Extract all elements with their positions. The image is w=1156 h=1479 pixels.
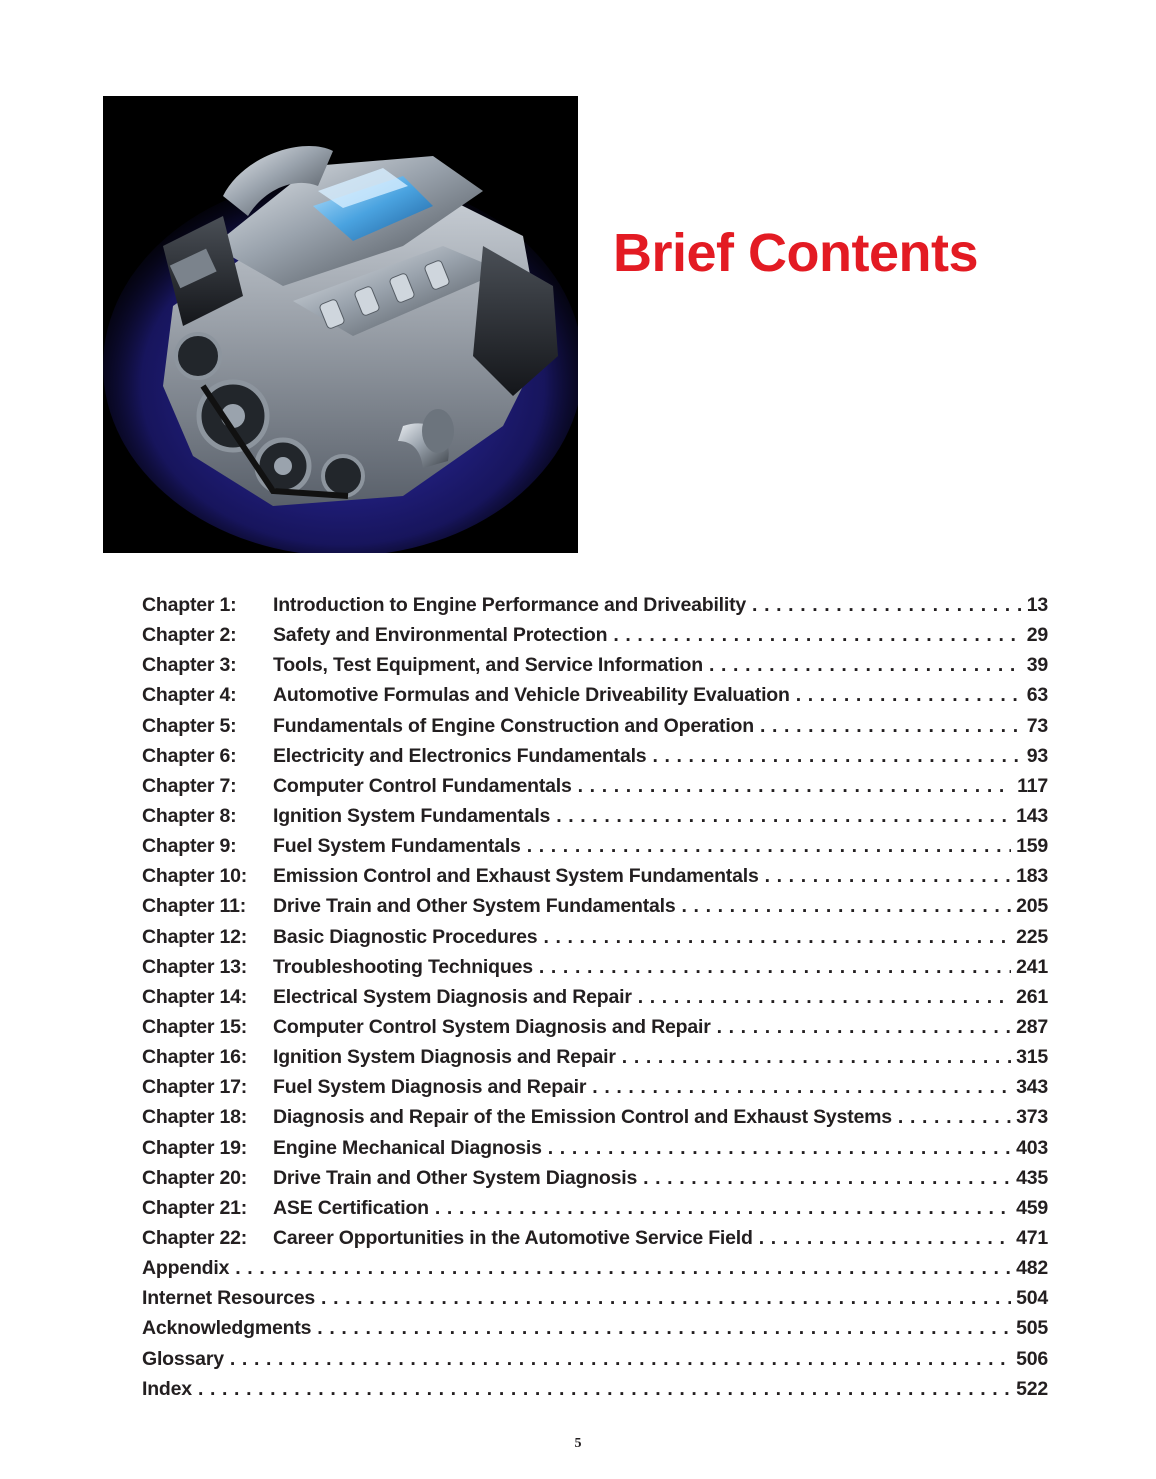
toc-page-number: 435 — [1016, 1166, 1048, 1189]
toc-label: Internet Resources — [142, 1287, 316, 1310]
toc-page-number: 343 — [1016, 1076, 1048, 1099]
toc-title: Emission Control and Exhaust System Fundamentals — [273, 865, 759, 888]
toc-page-number: 261 — [1016, 985, 1048, 1008]
toc-entry[interactable] — [142, 861, 1048, 891]
toc-page-number: 504 — [1016, 1287, 1048, 1310]
toc-label: Chapter 7: — [142, 774, 237, 797]
dot-leader — [638, 982, 1011, 1012]
toc-label: Chapter 17: — [142, 1076, 248, 1099]
toc-entry[interactable] — [142, 771, 1048, 801]
toc-label: Chapter 21: — [142, 1196, 248, 1219]
toc-page-number: 522 — [1016, 1377, 1048, 1400]
toc-page-number: 403 — [1016, 1136, 1048, 1159]
dot-leader — [760, 711, 1022, 741]
toc-label: Chapter 20: — [142, 1166, 248, 1189]
dot-leader — [556, 801, 1011, 831]
toc-entry[interactable] — [142, 1072, 1048, 1102]
toc-entry[interactable] — [142, 711, 1048, 741]
toc-label: Index — [142, 1377, 192, 1400]
toc-label: Chapter 16: — [142, 1046, 248, 1069]
toc-entry[interactable] — [142, 1193, 1048, 1223]
toc-page-number: 93 — [1026, 744, 1048, 767]
dot-leader — [198, 1374, 1011, 1404]
toc-page-number: 183 — [1016, 865, 1048, 888]
toc-title: Ignition System Diagnosis and Repair — [273, 1046, 616, 1069]
toc-title: Ignition System Fundamentals — [273, 804, 551, 827]
dot-leader — [235, 1253, 1011, 1283]
toc-page-number: 482 — [1016, 1257, 1048, 1280]
toc-page-number: 13 — [1026, 594, 1048, 616]
page-number: 5 — [574, 1436, 582, 1451]
toc-label: Chapter 18: — [142, 1106, 248, 1129]
toc-page-number: 205 — [1016, 895, 1048, 918]
toc-entry[interactable] — [142, 620, 1048, 650]
toc-entry[interactable] — [142, 982, 1048, 1012]
dot-leader — [321, 1283, 1011, 1313]
toc-title: Tools, Test Equipment, and Service Information — [273, 654, 703, 677]
toc-label: Chapter 14: — [142, 985, 248, 1008]
toc-entry[interactable] — [142, 801, 1048, 831]
toc-label: Chapter 9: — [142, 835, 237, 858]
toc-title: Engine Mechanical Diagnosis — [273, 1136, 542, 1159]
toc-page-number: 459 — [1016, 1196, 1048, 1219]
toc-title: Basic Diagnostic Procedures — [273, 925, 538, 948]
toc-page-number: 39 — [1026, 654, 1048, 677]
toc-title: Drive Train and Other System Diagnosis — [273, 1166, 638, 1189]
page-title: Brief Contents — [613, 223, 979, 283]
dot-leader — [759, 1223, 1011, 1253]
toc-title: Electrical System Diagnosis and Repair — [273, 985, 632, 1008]
toc-label: Glossary — [142, 1347, 224, 1370]
toc-title: Fundamentals of Engine Construction and Operation — [273, 714, 754, 737]
toc-page-number: 29 — [1026, 624, 1048, 647]
dot-leader — [709, 650, 1022, 680]
toc-entry[interactable] — [142, 680, 1048, 710]
dot-leader — [317, 1313, 1011, 1343]
toc-label: Chapter 6: — [142, 744, 237, 767]
toc-title: Fuel System Fundamentals — [273, 835, 521, 858]
toc-entry[interactable] — [142, 922, 1048, 952]
toc-title: Diagnosis and Repair of the Emission Control and Exhaust Systems — [273, 1106, 892, 1129]
toc-title: Career Opportunities in the Automotive Service Field — [273, 1226, 753, 1249]
toc-page-number: 471 — [1016, 1226, 1048, 1249]
toc-title: ASE Certification — [273, 1196, 429, 1219]
toc-label: Chapter 4: — [142, 684, 237, 707]
toc-label: Chapter 5: — [142, 714, 237, 737]
toc-label: Appendix — [142, 1257, 230, 1280]
toc-label: Chapter 3: — [142, 654, 237, 677]
engine-illustration — [103, 96, 578, 553]
toc-label: Chapter 22: — [142, 1226, 248, 1249]
dot-leader — [548, 1133, 1011, 1163]
toc-entry[interactable] — [142, 952, 1048, 982]
toc-label: Chapter 10: — [142, 865, 248, 888]
toc-page-number: 63 — [1026, 684, 1048, 707]
toc-entry[interactable] — [142, 1102, 1048, 1132]
dot-leader — [682, 891, 1012, 921]
dot-leader — [643, 1163, 1011, 1193]
toc-title: Drive Train and Other System Fundamentals — [273, 895, 676, 918]
toc-label: Chapter 1: — [142, 594, 237, 616]
toc-page-number: 373 — [1016, 1106, 1048, 1129]
dot-leader — [796, 680, 1022, 710]
toc-page-number: 241 — [1016, 955, 1048, 978]
toc-entry[interactable] — [142, 1012, 1048, 1042]
engine-photo — [103, 96, 578, 553]
dot-leader — [898, 1102, 1011, 1132]
toc-title: Automotive Formulas and Vehicle Driveability Evaluation — [273, 684, 790, 707]
toc-title: Fuel System Diagnosis and Repair — [273, 1076, 587, 1099]
dot-leader — [765, 861, 1011, 891]
toc-label: Chapter 8: — [142, 804, 237, 827]
dot-leader — [752, 590, 1022, 620]
toc-page-number: 506 — [1016, 1347, 1048, 1370]
toc-entry[interactable] — [142, 741, 1048, 771]
toc-page-number: 117 — [1017, 774, 1048, 797]
dot-leader — [578, 771, 1013, 801]
dot-leader — [230, 1344, 1011, 1374]
toc-entry[interactable] — [142, 590, 1048, 620]
dot-leader — [717, 1012, 1011, 1042]
toc-page-number: 73 — [1026, 714, 1048, 737]
toc-label: Chapter 11: — [142, 895, 247, 918]
toc-entry[interactable] — [142, 1223, 1048, 1253]
toc-page-number: 143 — [1016, 804, 1048, 827]
toc-label: Chapter 15: — [142, 1015, 248, 1038]
toc-entry[interactable] — [142, 1374, 1048, 1404]
dot-leader — [592, 1072, 1011, 1102]
dot-leader — [543, 922, 1011, 952]
dot-leader — [613, 620, 1021, 650]
toc-entry[interactable] — [142, 650, 1048, 680]
dot-leader — [539, 952, 1011, 982]
toc-page-number: 225 — [1016, 925, 1048, 948]
table-of-contents — [142, 590, 1048, 1404]
dot-leader — [622, 1042, 1011, 1072]
toc-title: Safety and Environmental Protection — [273, 624, 608, 647]
toc-label: Chapter 12: — [142, 925, 248, 948]
toc-title: Troubleshooting Techniques — [273, 955, 533, 978]
dot-leader — [652, 741, 1021, 771]
toc-entry[interactable] — [142, 891, 1048, 921]
toc-label: Chapter 13: — [142, 955, 248, 978]
toc-page-number: 315 — [1016, 1046, 1048, 1069]
toc-page-number: 159 — [1016, 835, 1048, 858]
toc-title: Computer Control System Diagnosis and Repair — [273, 1015, 711, 1038]
toc-entry[interactable] — [142, 1283, 1048, 1313]
toc-entry[interactable] — [142, 1133, 1048, 1163]
toc-label: Acknowledgments — [142, 1317, 312, 1340]
toc-entry[interactable] — [142, 1313, 1048, 1343]
toc-page-number: 505 — [1016, 1317, 1048, 1340]
toc-page-number: 287 — [1016, 1015, 1048, 1038]
toc-title: Introduction to Engine Performance and Driveability — [273, 594, 747, 616]
dot-leader — [435, 1193, 1011, 1223]
toc-label: Chapter 19: — [142, 1136, 248, 1159]
toc-title: Computer Control Fundamentals — [273, 774, 572, 797]
toc-entry[interactable] — [142, 831, 1048, 861]
toc-entry[interactable] — [142, 1163, 1048, 1193]
toc-title: Electricity and Electronics Fundamentals — [273, 744, 647, 767]
toc-entry[interactable] — [142, 1344, 1048, 1374]
toc-entry[interactable] — [142, 1253, 1048, 1283]
dot-leader — [527, 831, 1011, 861]
toc-entry[interactable] — [142, 1042, 1048, 1072]
toc-label: Chapter 2: — [142, 624, 237, 647]
